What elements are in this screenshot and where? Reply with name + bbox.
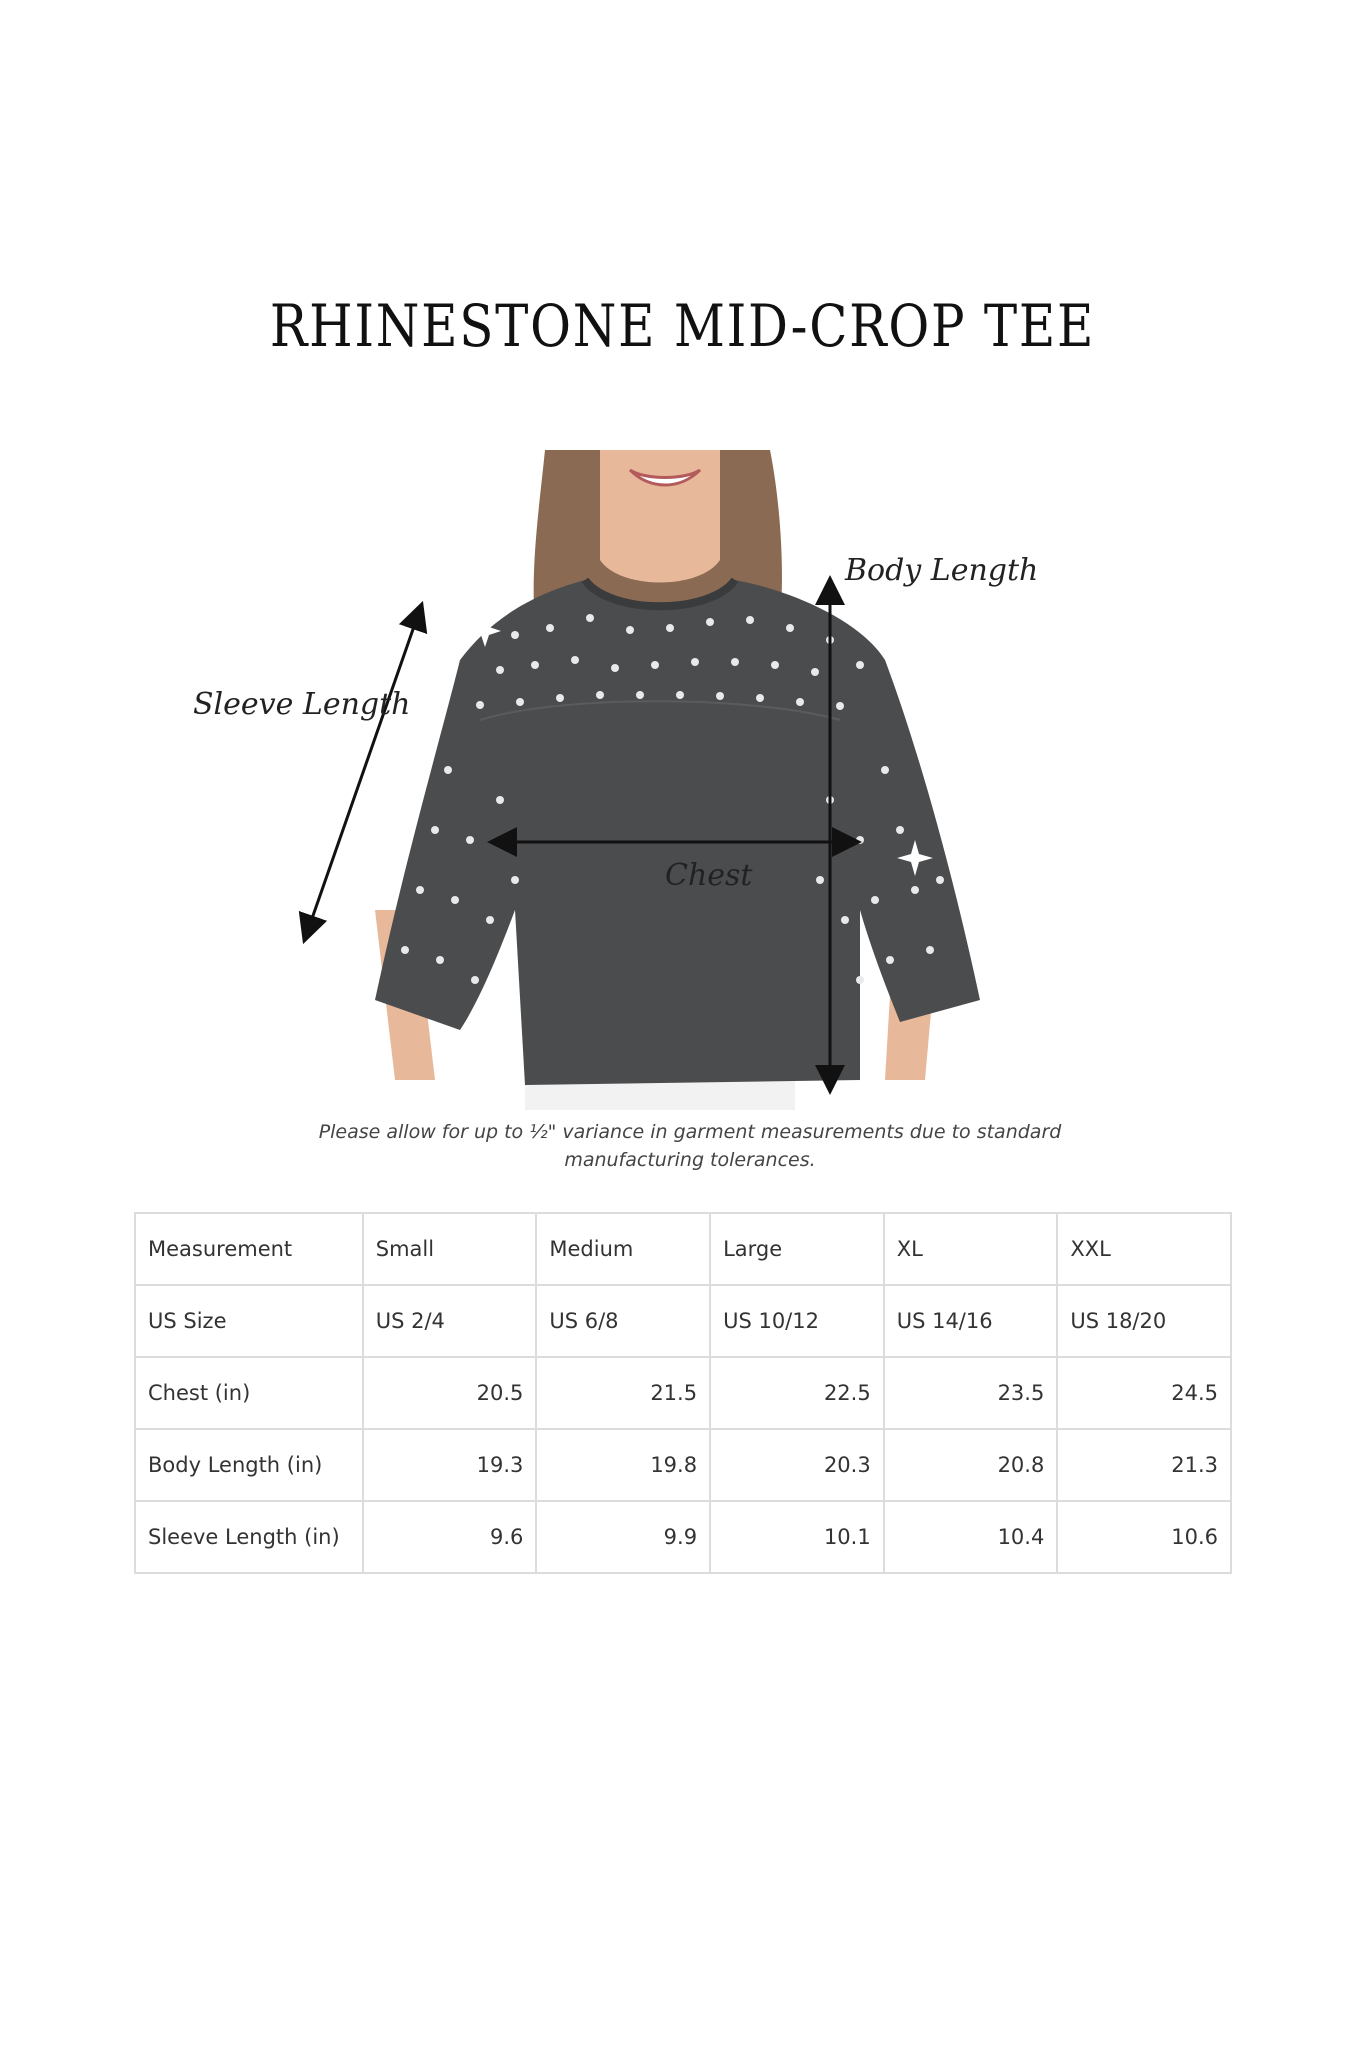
table-cell: 23.5	[884, 1357, 1058, 1429]
table-cell: 22.5	[710, 1357, 884, 1429]
sleeve-length-arrow	[308, 615, 418, 930]
model-pants	[525, 1080, 795, 1110]
body-length-label: Body Length	[845, 553, 1039, 588]
table-cell: 19.3	[363, 1429, 537, 1501]
row-label-cell: Sleeve Length (in)	[135, 1501, 363, 1573]
table-cell: US 10/12	[710, 1285, 884, 1357]
sleeve-length-label: Sleeve Length	[193, 687, 411, 722]
table-cell: US 14/16	[884, 1285, 1058, 1357]
size-chart-table	[134, 1212, 1232, 1574]
table-cell: 24.5	[1057, 1357, 1231, 1429]
table-cell: 10.1	[710, 1501, 884, 1573]
variance-note	[240, 1118, 1140, 1174]
table-cell: 10.6	[1057, 1501, 1231, 1573]
variance-note-line: Please allow for up to ½" variance in garment measurements due to standard	[318, 1121, 1062, 1143]
table-row	[135, 1501, 1231, 1573]
table-header-cell: Large	[710, 1213, 884, 1285]
table-cell: 20.3	[710, 1429, 884, 1501]
table-cell: 9.6	[363, 1501, 537, 1573]
table-row	[135, 1429, 1231, 1501]
table-header-row	[135, 1213, 1231, 1285]
table-cell: US 6/8	[536, 1285, 710, 1357]
table-header-cell: Medium	[536, 1213, 710, 1285]
row-label-cell: Chest (in)	[135, 1357, 363, 1429]
table-header-cell: Measurement	[135, 1213, 363, 1285]
table-header-cell: XXL	[1057, 1213, 1231, 1285]
table-cell: 21.3	[1057, 1429, 1231, 1501]
page-title: RHINESTONE MID-CROP TEE	[269, 292, 1096, 360]
table-cell: 19.8	[536, 1429, 710, 1501]
variance-note-line: manufacturing tolerances.	[564, 1149, 816, 1171]
table-cell: 9.9	[536, 1501, 710, 1573]
table-row	[135, 1285, 1231, 1357]
table-header-cell: XL	[884, 1213, 1058, 1285]
model-neck	[600, 450, 720, 583]
table-cell: 20.8	[884, 1429, 1058, 1501]
row-label-cell: US Size	[135, 1285, 363, 1357]
table-cell: 10.4	[884, 1501, 1058, 1573]
table-cell: 21.5	[536, 1357, 710, 1429]
garment-illustration	[180, 440, 1080, 1120]
row-label-cell: Body Length (in)	[135, 1429, 363, 1501]
chest-label: Chest	[665, 858, 753, 893]
table-cell: US 2/4	[363, 1285, 537, 1357]
table-header-cell: Small	[363, 1213, 537, 1285]
garment-measurement-figure	[180, 440, 1080, 1120]
table-cell: US 18/20	[1057, 1285, 1231, 1357]
table-row	[135, 1357, 1231, 1429]
table-cell: 20.5	[363, 1357, 537, 1429]
